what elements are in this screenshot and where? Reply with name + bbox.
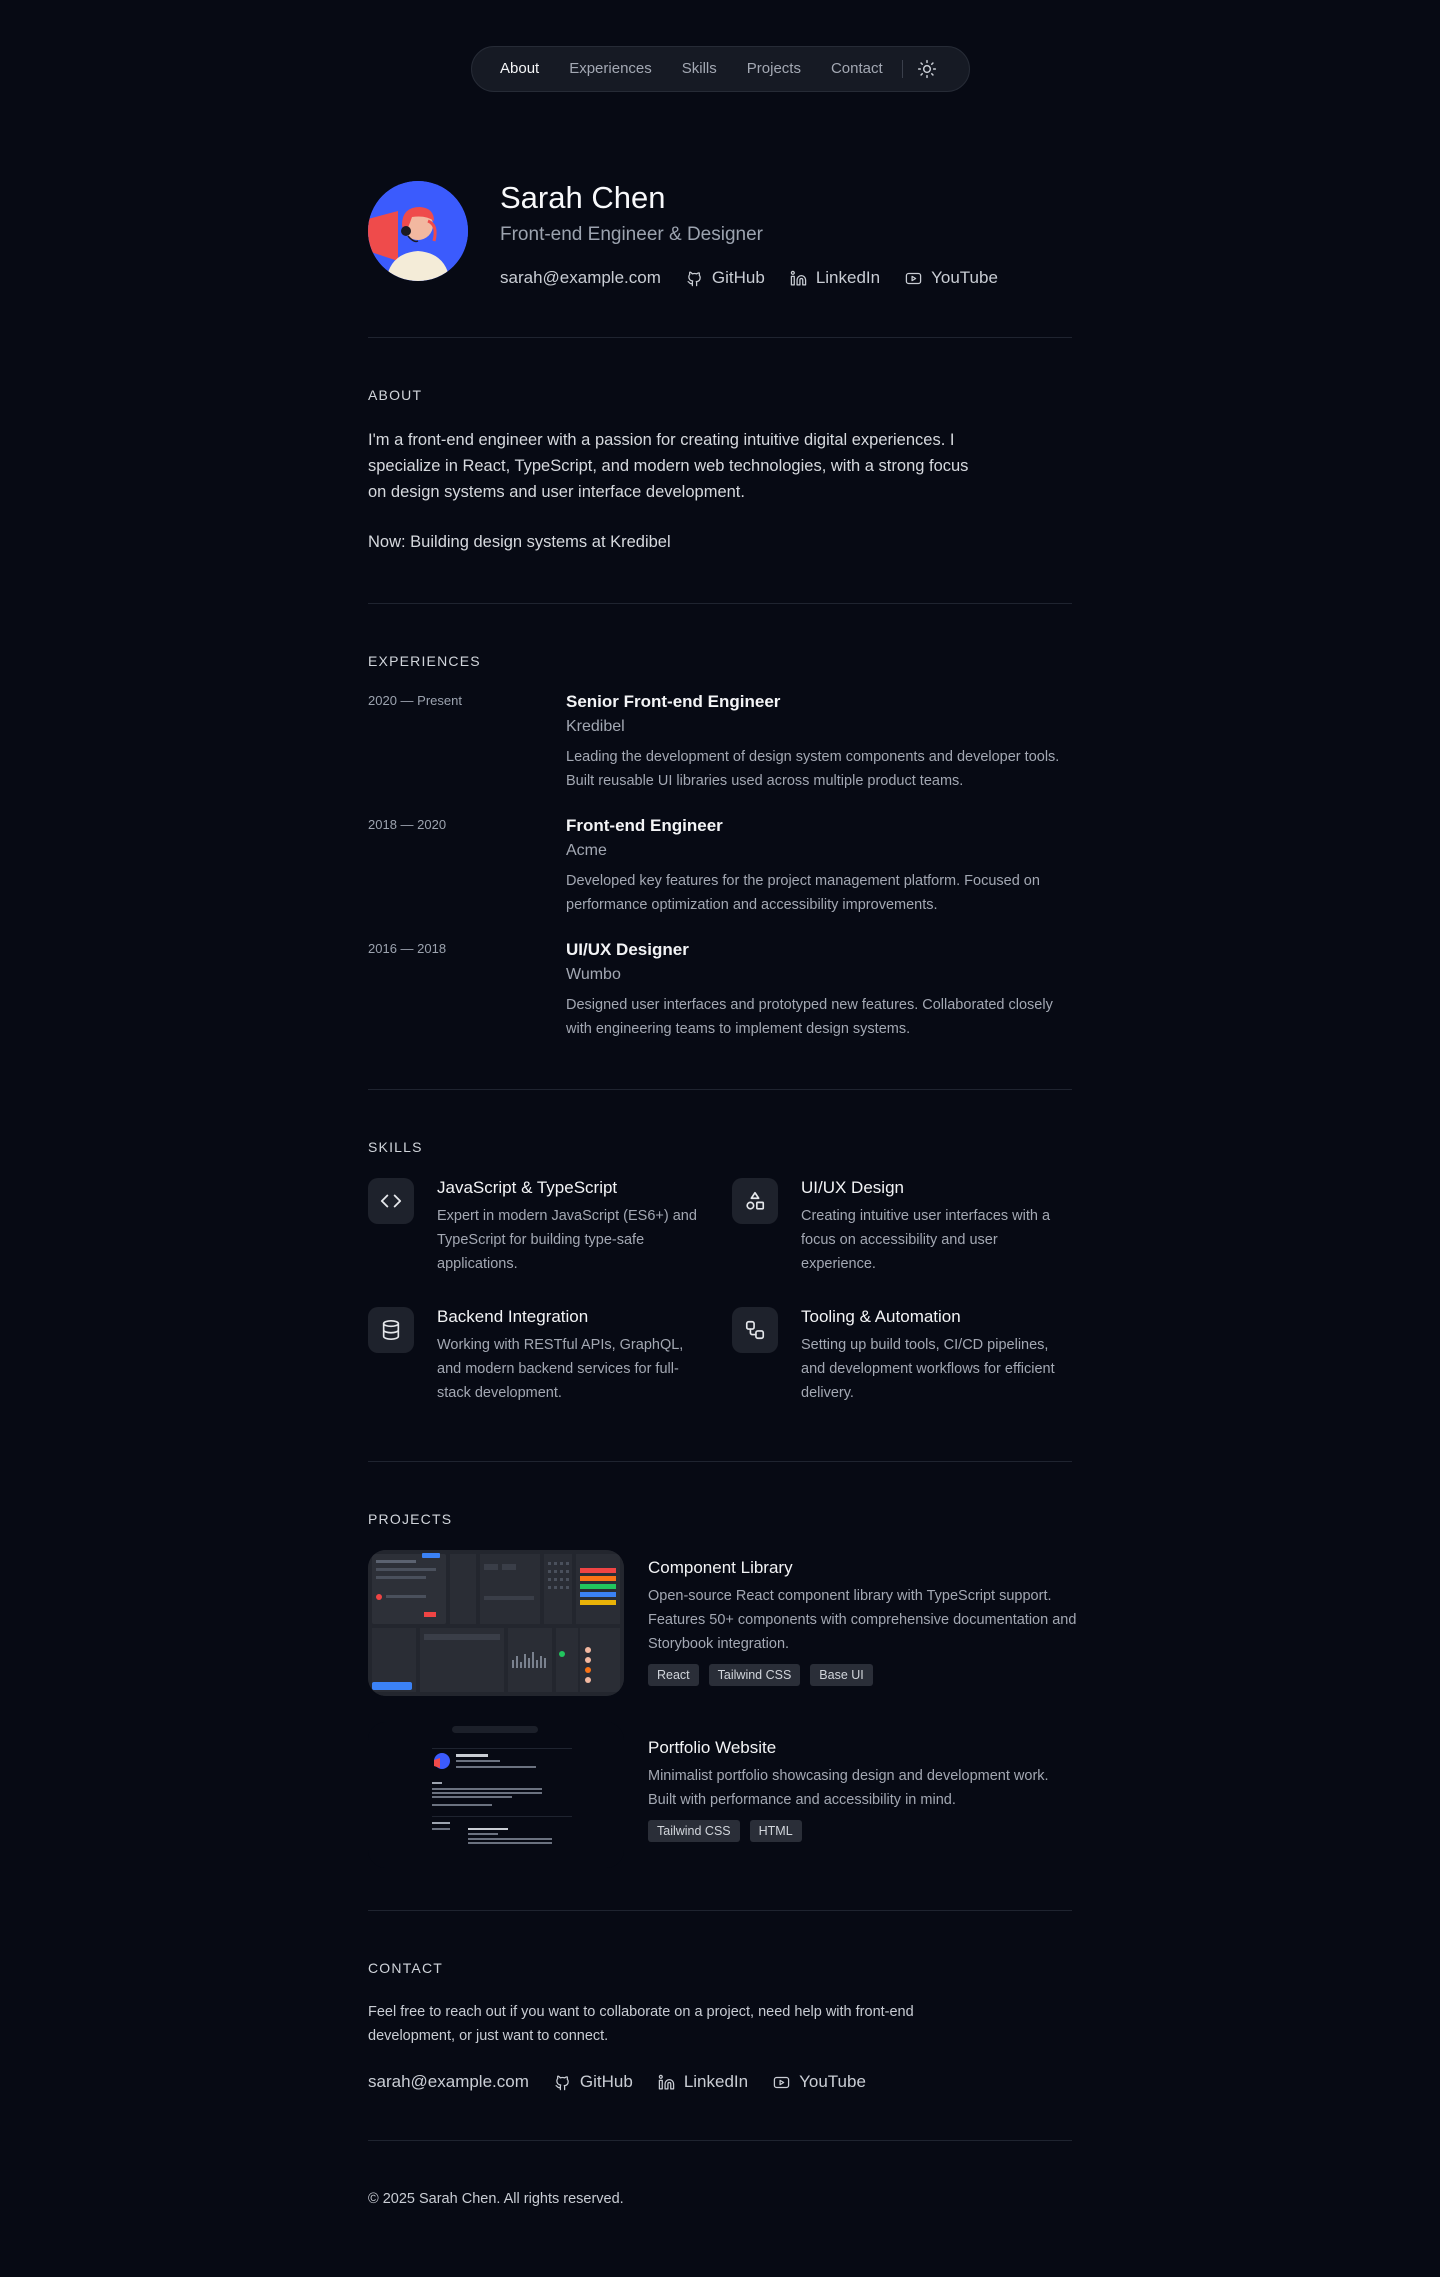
- experience-title: Front-end Engineer: [566, 816, 723, 835]
- skill-description: Creating intuitive user interfaces with a focus on accessibility and user experience.: [801, 1208, 1051, 1272]
- experience-dates: 2020 — Present: [368, 693, 462, 708]
- project-tags: [648, 1664, 883, 1686]
- shapes-icon: [732, 1178, 778, 1224]
- github-link[interactable]: [686, 268, 765, 288]
- skill-title: UI/UX Design: [801, 1178, 904, 1197]
- nav-skills[interactable]: Skills: [681, 60, 717, 77]
- divider: [368, 1461, 1072, 1462]
- sun-icon[interactable]: [913, 55, 941, 83]
- nav-contact[interactable]: Contact: [830, 60, 883, 77]
- about-heading: ABOUT: [368, 387, 423, 403]
- project-title[interactable]: Component Library: [648, 1558, 793, 1577]
- projects-heading: PROJECTS: [368, 1511, 453, 1527]
- github-label: GitHub: [579, 2072, 633, 2091]
- skill-description: Working with RESTful APIs, GraphQL, and modern backend services for full-stack development.: [437, 1337, 684, 1401]
- experience-description: Developed key features for the project management platform. Focused on performance optimization and accessibility improvements.: [566, 873, 1040, 913]
- nav-about[interactable]: About: [500, 60, 540, 77]
- youtube-label: YouTube: [931, 268, 998, 287]
- tag: Base UI: [810, 1664, 872, 1686]
- youtube-icon: [905, 270, 922, 287]
- email-link[interactable]: sarah@example.com: [500, 268, 661, 287]
- profile-name: Sarah Chen: [500, 180, 666, 215]
- skills-heading: SKILLS: [368, 1139, 423, 1155]
- experience-company: Kredibel: [566, 718, 625, 735]
- skill-title: Backend Integration: [437, 1307, 589, 1326]
- tag: Tailwind CSS: [709, 1664, 801, 1686]
- linkedin-link[interactable]: [658, 2072, 748, 2092]
- github-icon: [554, 2074, 571, 2091]
- youtube-icon: [773, 2074, 790, 2091]
- nav-divider: [902, 60, 903, 78]
- experience-description: Designed user interfaces and prototyped new features. Collaborated closely with engineering teams to implement design systems.: [566, 997, 1053, 1037]
- contact-links: [368, 2072, 891, 2092]
- about-now: Now: Building design systems at Kredibel: [368, 533, 671, 551]
- project-description: Minimalist portfolio showcasing design and development work. Built with performance and accessibility in mind.: [648, 1768, 1049, 1808]
- github-label: GitHub: [711, 268, 765, 287]
- divider: [368, 1910, 1072, 1911]
- email-link[interactable]: sarah@example.com: [368, 2072, 529, 2091]
- avatar: [368, 181, 468, 281]
- github-link[interactable]: [554, 2072, 633, 2092]
- linkedin-link[interactable]: [790, 268, 880, 288]
- nav-experiences[interactable]: Experiences: [569, 60, 652, 77]
- footer-copyright: © 2025 Sarah Chen. All rights reserved.: [368, 2191, 624, 2207]
- skill-description: Expert in modern JavaScript (ES6+) and TypeScript for building type-safe applications.: [437, 1208, 697, 1272]
- profile-role: Front-end Engineer & Designer: [500, 224, 763, 245]
- youtube-label: YouTube: [799, 2072, 866, 2091]
- workflow-icon: [732, 1307, 778, 1353]
- experience-description: Leading the development of design system components and developer tools. Built reusable UI libraries used across multiple product teams.: [566, 749, 1060, 789]
- tag: HTML: [750, 1820, 802, 1842]
- project-thumbnail-portfolio[interactable]: [368, 1722, 624, 1868]
- experience-company: Wumbo: [566, 966, 621, 983]
- project-thumbnail-component-library[interactable]: [368, 1550, 624, 1696]
- linkedin-icon: [658, 2074, 675, 2091]
- database-icon: [368, 1307, 414, 1353]
- linkedin-label: LinkedIn: [815, 268, 881, 287]
- experience-title: Senior Front-end Engineer: [566, 692, 781, 711]
- experience-company: Acme: [566, 842, 607, 859]
- contact-heading: CONTACT: [368, 1960, 444, 1976]
- linkedin-label: LinkedIn: [683, 2072, 749, 2091]
- divider: [368, 337, 1072, 338]
- linkedin-icon: [790, 270, 807, 287]
- experience-dates: 2018 — 2020: [368, 817, 447, 832]
- skill-description: Setting up build tools, CI/CD pipelines, and development workflows for efficient delivery.: [801, 1337, 1055, 1401]
- tag: Tailwind CSS: [648, 1820, 740, 1842]
- project-tags: [648, 1820, 812, 1842]
- top-nav: [471, 46, 970, 92]
- experience-title: UI/UX Designer: [566, 940, 689, 959]
- contact-paragraph: Feel free to reach out if you want to collaborate on a project, need help with front-end development, or just want to connect.: [368, 2004, 914, 2044]
- project-title[interactable]: Portfolio Website: [648, 1738, 777, 1757]
- experience-dates: 2016 — 2018: [368, 941, 447, 956]
- github-icon: [686, 270, 703, 287]
- divider: [368, 603, 1072, 604]
- project-description: Open-source React component library with TypeScript support. Features 50+ components with comprehensive documentation and Storybook integration.: [648, 1588, 1077, 1652]
- about-paragraph: I'm a front-end engineer with a passion for creating intuitive digital experiences. I specialize in React, TypeScript, and modern web technologies, with a strong focus on design systems and user interface development.: [368, 431, 969, 501]
- divider: [368, 1089, 1072, 1090]
- nav-projects[interactable]: Projects: [746, 60, 801, 77]
- tag: React: [648, 1664, 699, 1686]
- divider: [368, 2140, 1072, 2141]
- code-icon: [368, 1178, 414, 1224]
- skill-title: JavaScript & TypeScript: [437, 1178, 618, 1197]
- experiences-heading: EXPERIENCES: [368, 653, 481, 669]
- header-links: [500, 268, 1023, 288]
- youtube-link[interactable]: [773, 2072, 866, 2092]
- skill-title: Tooling & Automation: [801, 1307, 961, 1326]
- youtube-link[interactable]: [905, 268, 998, 288]
